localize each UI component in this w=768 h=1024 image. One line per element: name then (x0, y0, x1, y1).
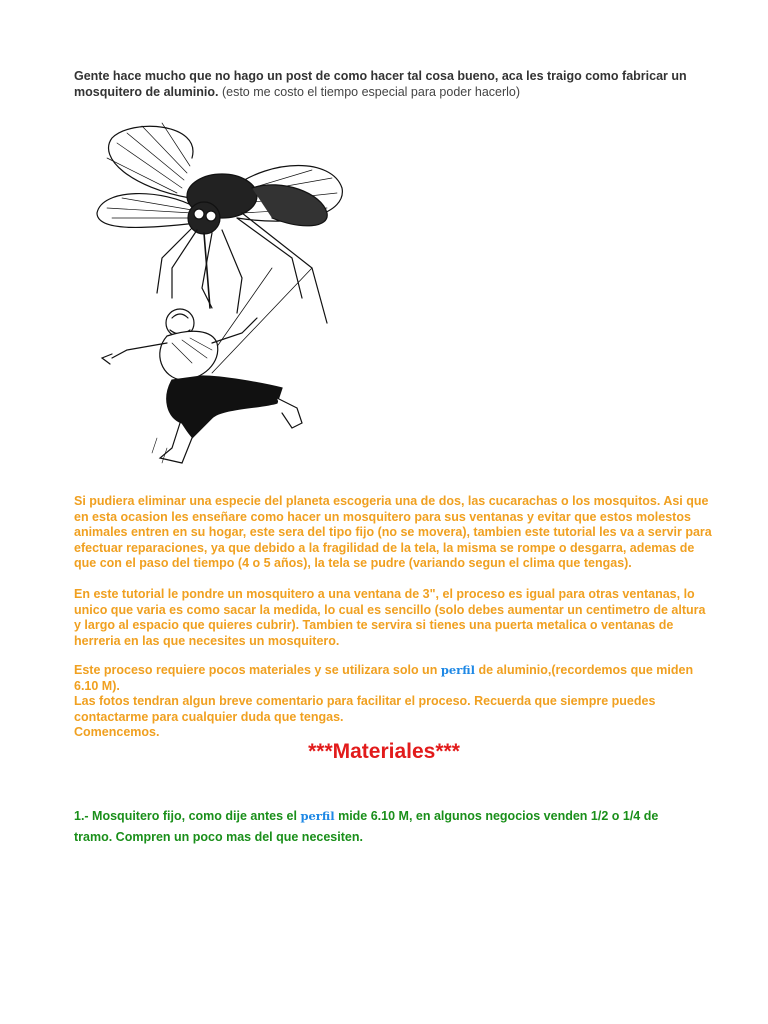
intro-bold-text: Gente hace mucho que no hago un post de como hacer tal cosa bueno, aca les traigo como fabricar un mosquitero de aluminio. (74, 69, 687, 99)
paragraph-2: En este tutorial le pondre un mosquitero a una ventana de 3", el proceso es igual para otras ventanas, lo unico que varia es como sacar la medida, lo cual es sencillo (solo debes aumentar un centimetro de altura y largo al espacio que quieres cubrir). Tambien te servira si tienes una puerta metalica o ventanas de herreria en las que necesites un mosquitero. (74, 587, 706, 648)
materials-item-1-text: 1.- Mosquitero fijo, como dije antes el (74, 809, 297, 823)
materials-heading: ***Materiales*** (308, 740, 460, 763)
intro-normal-text: (esto me costo el tiempo especial para poder hacerlo) (221, 85, 521, 99)
perfil-link[interactable]: perfil (440, 663, 475, 677)
materials-item-1-text-after: mide 6.10 M, en algunos negocios venden 1/2 o 1/4 de tramo. Compren un poco mas del que necesiten. (74, 809, 659, 844)
perfil-link-2[interactable]: perfil (300, 809, 335, 823)
paragraph-1: Si pudiera eliminar una especie del planeta escogeria una de dos, las cucarachas o los mosquitos. Asi que en esta ocasion les enseñare como hacer un mosquitero para sus ventanas y evitar que estos molestos animales entren en su hogar, este sera del tipo fijo (no se movera), tambien este tutorial les va a servir para efectuar reparaciones, ya que debido a la fragilidad de la tela, la misma se rompe o desgarra, ademas de que con el paso del tiempo (4 o 5 años), la tela se pudre (variando segun el clima que tengas). (74, 494, 712, 570)
intro-paragraph (74, 68, 714, 100)
paragraph-3-text: Este proceso requiere pocos materiales y se utilizara solo un (74, 663, 438, 677)
paragraph-3 (74, 663, 714, 741)
materials-item-1 (74, 806, 694, 848)
paragraph-3-text-after: de aluminio,(recordemos que miden 6.10 M). (74, 663, 694, 693)
paragraph-3-line2: Las fotos tendran algun breve comentario para facilitar el proceso. Recuerda que siempre puedes contactarme para cualquier duda que tengas. (74, 694, 656, 724)
paragraph-3-line3: Comencemos. (74, 725, 160, 739)
mosquito-carrying-man-illustration (72, 118, 362, 478)
